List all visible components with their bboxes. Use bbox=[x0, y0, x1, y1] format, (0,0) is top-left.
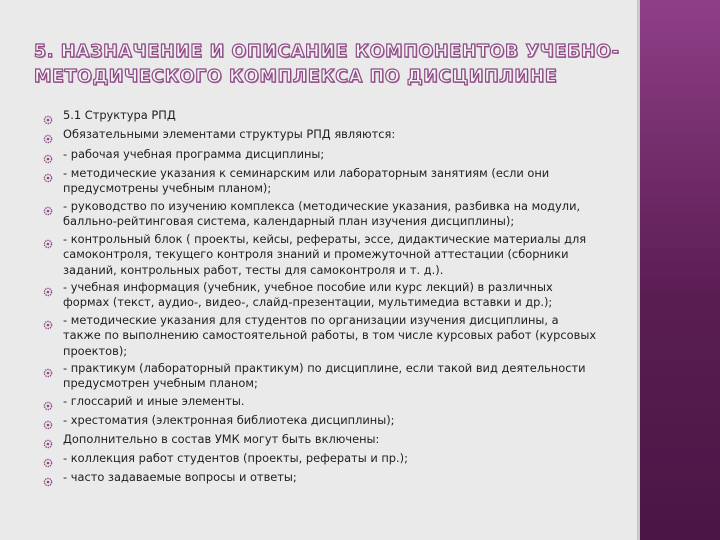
list-item-text: - методические указания к семинарским или лабораторным занятиям (если они предусмотрены учебным планом); bbox=[63, 166, 550, 196]
gear-bullet-icon bbox=[43, 282, 53, 292]
list-item-text: 5.1 Структура РПД bbox=[63, 108, 176, 122]
gear-bullet-icon bbox=[43, 149, 53, 159]
slide-title-line-2: МЕТОДИЧЕСКОГО КОМПЛЕКСА ПО ДИСЦИПЛИНЕ bbox=[34, 67, 558, 87]
list-item-text: - коллекция работ студентов (проекты, рефераты и пр.); bbox=[63, 451, 408, 465]
gear-bullet-icon bbox=[43, 396, 53, 406]
list-item-text: - глоссарий и иные элементы. bbox=[63, 394, 245, 408]
list-item-text: - рабочая учебная программа дисциплины; bbox=[63, 147, 325, 161]
gear-bullet-icon bbox=[43, 110, 53, 120]
list-item-text: - учебная информация (учебник, учебное пособие или курс лекций) в различных формах (текст, аудио-, видео-, слайд-презентации, мультимедиа вставки и др.); bbox=[63, 280, 553, 310]
gear-bullet-icon bbox=[43, 415, 53, 425]
list-item-text: - практикум (лабораторный практикум) по дисциплине, если такой вид деятельности предусмотрен учебным планом; bbox=[63, 361, 586, 391]
decorative-side-band bbox=[640, 0, 720, 540]
gear-bullet-icon bbox=[43, 472, 53, 482]
list-item-text: - часто задаваемые вопросы и ответы; bbox=[63, 470, 297, 484]
gear-bullet-icon bbox=[43, 129, 53, 139]
gear-bullet-icon bbox=[43, 201, 53, 211]
slide-title bbox=[34, 40, 624, 90]
gear-bullet-icon bbox=[43, 168, 53, 178]
gear-bullet-icon bbox=[43, 234, 53, 244]
gear-bullet-icon bbox=[43, 315, 53, 325]
list-item-text: - контрольный блок ( проекты, кейсы, рефераты, эссе, дидактические материалы для самоконтроля, текущего контроля знаний и промежуточной аттестации (сборники заданий, контрольных работ, тесты для самоконтроля и т. д.). bbox=[63, 232, 587, 277]
gear-bullet-icon bbox=[43, 363, 53, 373]
gear-bullet-icon bbox=[43, 434, 53, 444]
list-item-text: Дополнительно в состав УМК могут быть включены: bbox=[63, 432, 380, 446]
slide-title-line-1: 5. НАЗНАЧЕНИЕ И ОПИСАНИЕ КОМПОНЕНТОВ УЧЕБНО- bbox=[34, 42, 620, 62]
list-item-text: - хрестоматия (электронная библиотека дисциплины); bbox=[63, 413, 395, 427]
gear-bullet-icon bbox=[43, 453, 53, 463]
list-item-text: Обязательными элементами структуры РПД являются: bbox=[63, 127, 396, 141]
list-item-text: - методические указания для студентов по организации изучения дисциплины, а также по выполнению самостоятельной работы, в том числе курсовых работ (курсовых проектов); bbox=[63, 313, 597, 358]
list-item-text: - руководство по изучению комплекса (методические указания, разбивка на модули, балльно-рейтинговая система, календарный план изучения дисциплины); bbox=[63, 199, 581, 229]
